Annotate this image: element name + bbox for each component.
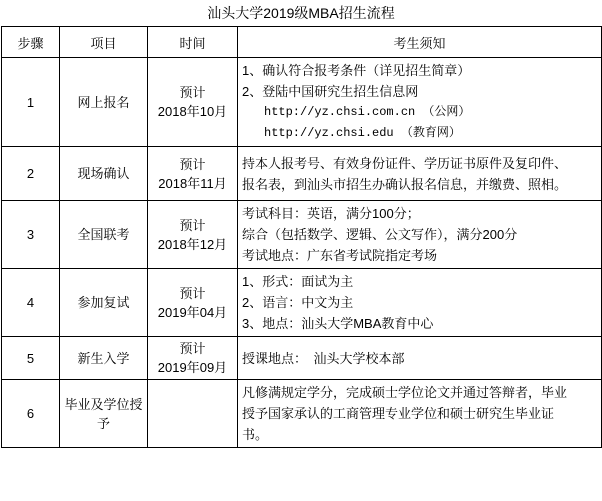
cell-time xyxy=(148,380,238,448)
table-row xyxy=(2,58,602,147)
time-line: 2018年12月 xyxy=(157,236,228,252)
cell-item: 毕业及学位授予 xyxy=(60,380,148,448)
cell-notes xyxy=(238,337,602,380)
table-header-row xyxy=(2,27,602,58)
time-line: 预计 xyxy=(179,341,206,356)
cell-notes xyxy=(238,269,602,337)
cell-item: 新生入学 xyxy=(60,337,148,380)
time-line: 2019年09月 xyxy=(157,360,228,375)
table-row xyxy=(2,269,602,337)
time-line: 预计 xyxy=(179,156,206,172)
cell-step: 6 xyxy=(2,380,60,448)
cell-notes xyxy=(238,201,602,269)
column-header-step: 步骤 xyxy=(2,27,60,58)
note-line: http://yz.chsi.edu （教育网） xyxy=(264,126,461,140)
cell-step: 4 xyxy=(2,269,60,337)
note-line: 1、确认符合报考条件（详见招生简章） xyxy=(242,63,471,78)
note-line: 考试科目：英语，满分100分； xyxy=(242,206,420,221)
cell-step: 1 xyxy=(2,58,60,147)
cell-item: 网上报名 xyxy=(60,58,148,147)
note-line: http://yz.chsi.com.cn （公网） xyxy=(264,105,471,119)
cell-time xyxy=(148,147,238,201)
time-line: 预计 xyxy=(179,217,206,233)
time-line: 2019年04月 xyxy=(157,304,228,320)
table-row xyxy=(2,380,602,448)
column-header-item: 项目 xyxy=(60,27,148,58)
cell-step: 5 xyxy=(2,337,60,380)
cell-time xyxy=(148,201,238,269)
note-line: 持本人报考号、有效身份证件、学历证书原件及复印件、 xyxy=(242,155,568,171)
note-line: 授课地点： 汕头大学校本部 xyxy=(242,350,405,366)
table-row xyxy=(2,147,602,201)
cell-notes xyxy=(238,58,602,147)
note-line: 1、形式：面试为主 xyxy=(242,274,354,289)
admissions-flow-table xyxy=(1,26,602,448)
cell-time xyxy=(148,269,238,337)
cell-item: 参加复试 xyxy=(60,269,148,337)
note-line: 报名表，到汕头市招生办确认报名信息，并缴费、照相。 xyxy=(242,176,568,192)
cell-step: 3 xyxy=(2,201,60,269)
note-line: 凡修满规定学分，完成硕士学位论文并通过答辩者，毕业 xyxy=(242,385,568,400)
cell-notes xyxy=(238,380,602,448)
table-body xyxy=(2,58,602,448)
note-line: 综合（包括数学、逻辑、公文写作），满分200分 xyxy=(242,227,518,242)
page-title: 汕头大学2019级MBA招生流程 xyxy=(207,5,395,21)
column-header-time: 时间 xyxy=(148,27,238,58)
note-line: 书。 xyxy=(242,427,269,442)
note-line: 2、语言：中文为主 xyxy=(242,295,354,310)
time-line: 2018年11月 xyxy=(158,175,227,191)
column-header-notes: 考生须知 xyxy=(238,27,602,58)
note-line: 3、地点：汕头大学MBA教育中心 xyxy=(242,316,434,331)
note-line: 考试地点：广东省考试院指定考场 xyxy=(242,248,438,263)
time-line: 预计 xyxy=(179,285,206,301)
cell-item: 现场确认 xyxy=(60,147,148,201)
note-line: 授予国家承认的工商管理专业学位和硕士研究生毕业证 xyxy=(242,406,555,421)
table-row xyxy=(2,337,602,380)
cell-time xyxy=(148,337,238,380)
cell-step: 2 xyxy=(2,147,60,201)
time-line: 预计 xyxy=(179,85,206,100)
time-line: 2018年10月 xyxy=(157,104,228,119)
note-line: 2、登陆中国研究生招生信息网 xyxy=(242,84,419,99)
cell-notes xyxy=(238,147,602,201)
table-row xyxy=(2,201,602,269)
cell-item: 全国联考 xyxy=(60,201,148,269)
cell-time xyxy=(148,58,238,147)
